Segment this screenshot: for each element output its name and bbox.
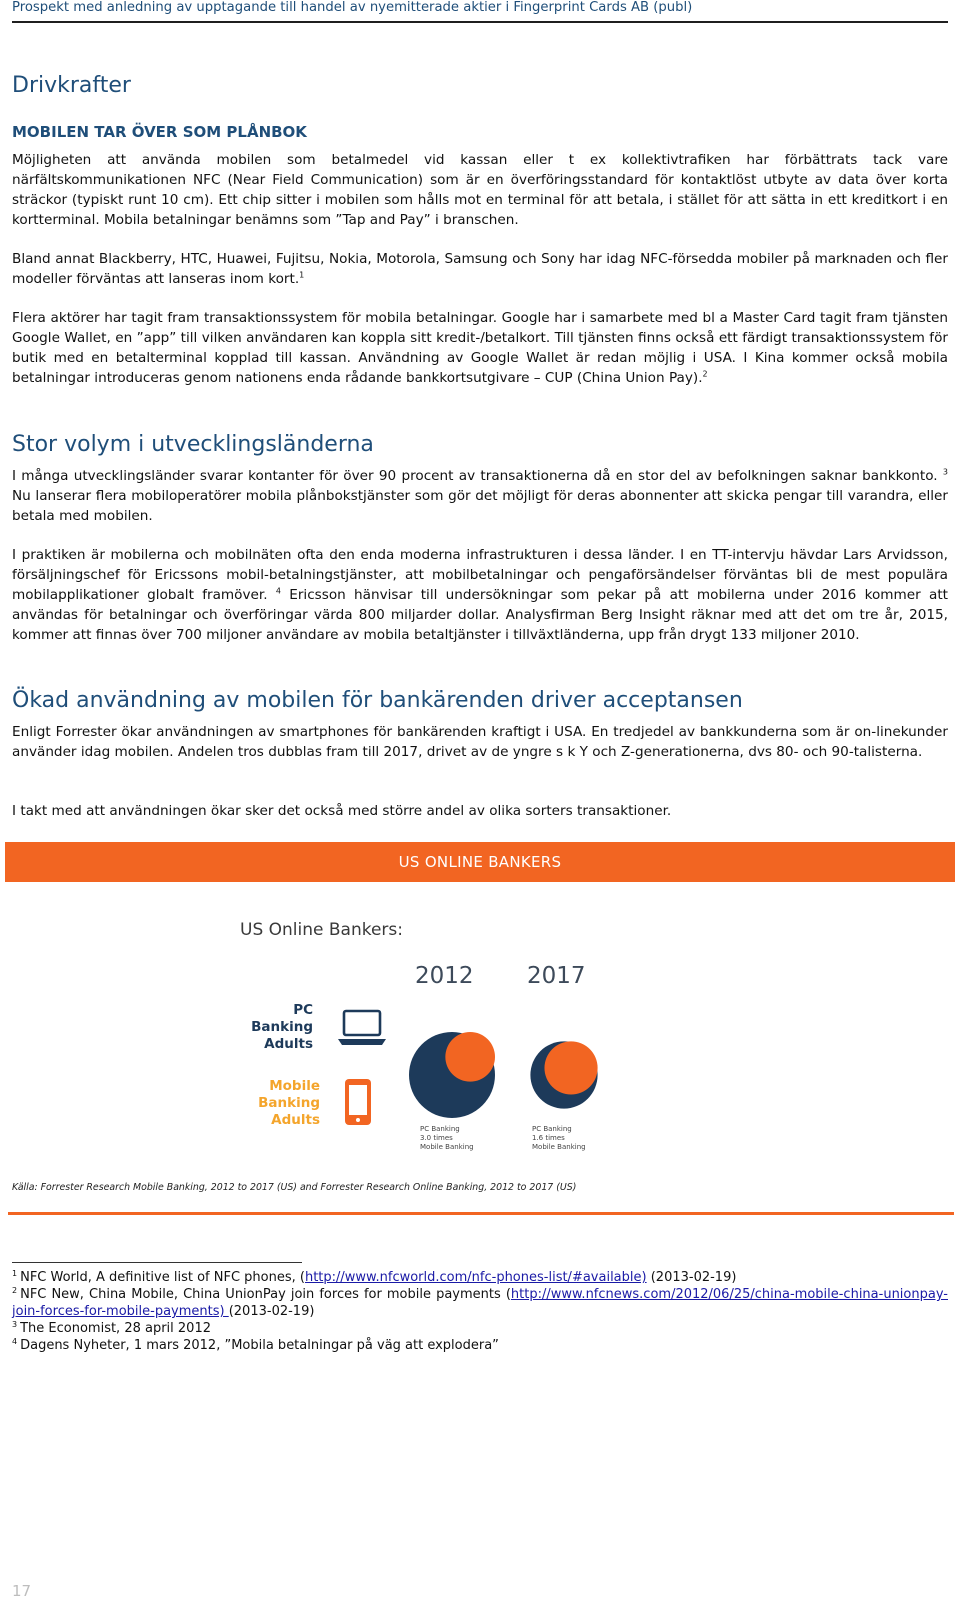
figure-source-note: Källa: Forrester Research Mobile Banking, 2012 to 2017 (US) and Forrester Research Online Banking, 2012 to 2017 (US) <box>12 1182 577 1193</box>
footnote-1-link[interactable]: http://www.nfcworld.com/nfc-phones-list/#available) <box>304 1270 647 1285</box>
paragraph-infrastructure: I praktiken är mobilerna och mobilnäten ofta den enda moderna infrastrukturen i dessa länder. I en TT-intervju hävdar Lars Arvidsson, försäljningschef för Ericssons mobil-betalningstjänster, att mobilbetalningar och pengaförsändelser förväntas bli de mest populära mobilapplikationer globalt framöver. $^4$ Ericsson hänvisar till undersökningar som pekar på att mobilerna under 2016 kommer att användas för betalningar och överföringar värda 800 miljarder dollar. Analysfirman Berg Insight räknar med att det om tre år, 2015, kommer att finnas över 700 miljoner användare av mobila betaltjänster i tillväxtländerna, upp från drygt 133 miljoner 2010. <box>12 547 948 643</box>
pie-caption-2012: PC Banking 3.0 times Mobile Banking <box>420 1125 474 1151</box>
section-title-okad-anvandning: Ökad användning av mobilen för bankärenden driver acceptansen <box>12 688 743 713</box>
running-header: Prospekt med anledning av upptagande till handel av nyemitterade aktier i Fingerprint Cards AB (publ) <box>12 0 693 15</box>
paragraph-forrester: Enligt Forrester ökar användningen av smartphones för bankärenden kraftigt i USA. En tredjedel av bankkunderna som är on-linekunder använder idag mobilen. Andelen tros dubblas fram till 2017, drivet av de yngre s k Y och Z-generationerna, dvs 80- och 90-talisterna. <box>12 724 948 760</box>
footnote-ref-1: 1 <box>299 270 305 280</box>
section-title-drivkrafter: Drivkrafter <box>12 73 131 98</box>
footnote-3: $^3$ The Economist, 28 april 2012 <box>12 1319 211 1336</box>
paragraph-nfc: Möjligheten att använda mobilen som betalmedel vid kassan eller t ex kollektivtrafiken har förbättrats tack vare närfältskommunikationen NFC (Near Field Communication) som är en överföringsstandard för kontaktlöst utbyte av data över korta sträckor (typiskt runt 10 cm). Ett chip sitter i mobilen som hålls mot en terminal för att betala, i stället för att sätta in ett kreditkort i en kortterminal. Mobila betalningar benämns som ”Tap and Pay” i branschen. <box>12 152 948 228</box>
footnote-2-link[interactable]: http://www.nfcnews.com/2012/06/25/china-mobile-china-unionpay-join-forces-for-mobile-payments) <box>12 1287 948 1319</box>
legend-pc-banking: PC Banking Adults <box>251 1002 313 1052</box>
footnote-ref-3: 3 <box>942 467 949 477</box>
paragraph-developing-countries: I många utvecklingsländer svarar kontanter för över 90 procent av transaktionerna då en stor del av befolkningen saknar bankkonto. $^3$ Nu lanserar flera mobiloperatörer mobila plånbokstjänster som gör det möjligt för deras abonnenter att skicka pengar till varandra, eller betala med mobilen. <box>12 467 949 524</box>
subsection-title-mobilen: MOBILEN TAR ÖVER SOM PLÅNBOK <box>12 123 307 141</box>
figure-banner-label: US ONLINE BANKERS <box>398 853 562 871</box>
chart-year-label-2012: 2012 <box>415 963 474 989</box>
legend-mobile-banking: Mobile Banking Adults <box>258 1078 320 1128</box>
footnote-separator <box>12 1262 302 1263</box>
footnote-ref-2: 2 <box>702 369 708 379</box>
us-online-bankers-chart <box>240 915 700 1175</box>
paragraph-transaction-systems: Flera aktörer har tagit fram transaktionssystem för mobila betalningar. Google har i samarbete med bl a Master Card tagit fram tjänsten Google Wallet, en ”app” till vilken användaren kan koppla sitt kredit-/betalkort. Till tjänsten finns också ett färdigt transaktionssystem för butik med en betalterminal kopplad till kassan. Användning av Google Wallet är redan möjlig i USA. I Kina kommer också mobila betalningar introduceras genom nationens enda rådande bankkortsutgivare – CUP (China Union Pay).$^2$ <box>12 310 948 386</box>
figure-bottom-rule <box>8 1212 954 1215</box>
page-number: 17 <box>12 1582 32 1600</box>
footnote-ref-4: 4 <box>275 586 281 596</box>
paragraph-nfc-phones: Bland annat Blackberry, HTC, Huawei, Fujitsu, Nokia, Motorola, Samsung och Sony har idag NFC-försedda mobiler på marknaden och fler modeller förväntas att lanseras inom kort.$^1$ <box>12 251 948 287</box>
header-rule <box>12 21 948 23</box>
footnote-2: $^2$ NFC New, China Mobile, China UnionPay join forces for mobile payments (http://www.nfcnews.com/2012/06/25/china-mobile-china-unionpay-join-forces-for-mobile-payments) (2013-02-19) <box>12 1285 948 1319</box>
figure-banner <box>5 842 955 882</box>
footnote-1: $^1$ NFC World, A definitive list of NFC phones, (http://www.nfcworld.com/nfc-phones-list/#available) (2013-02-19) <box>12 1268 737 1285</box>
chart-title: US Online Bankers: <box>240 920 404 940</box>
pie-caption-2017: PC Banking 1.6 times Mobile Banking <box>532 1125 586 1151</box>
mobile-banking-circle-2017 <box>544 1041 597 1094</box>
footnote-4: $^4$ Dagens Nyheter, 1 mars 2012, ”Mobila betalningar på väg att explodera” <box>12 1336 499 1353</box>
chart-year-label-2017: 2017 <box>527 963 586 989</box>
paragraph-transactions: I takt med att användningen ökar sker det också med större andel av olika sorters transaktioner. <box>12 803 672 819</box>
mobile-banking-circle-2012 <box>445 1032 495 1082</box>
section-title-stor-volym: Stor volym i utvecklingsländerna <box>12 432 374 457</box>
